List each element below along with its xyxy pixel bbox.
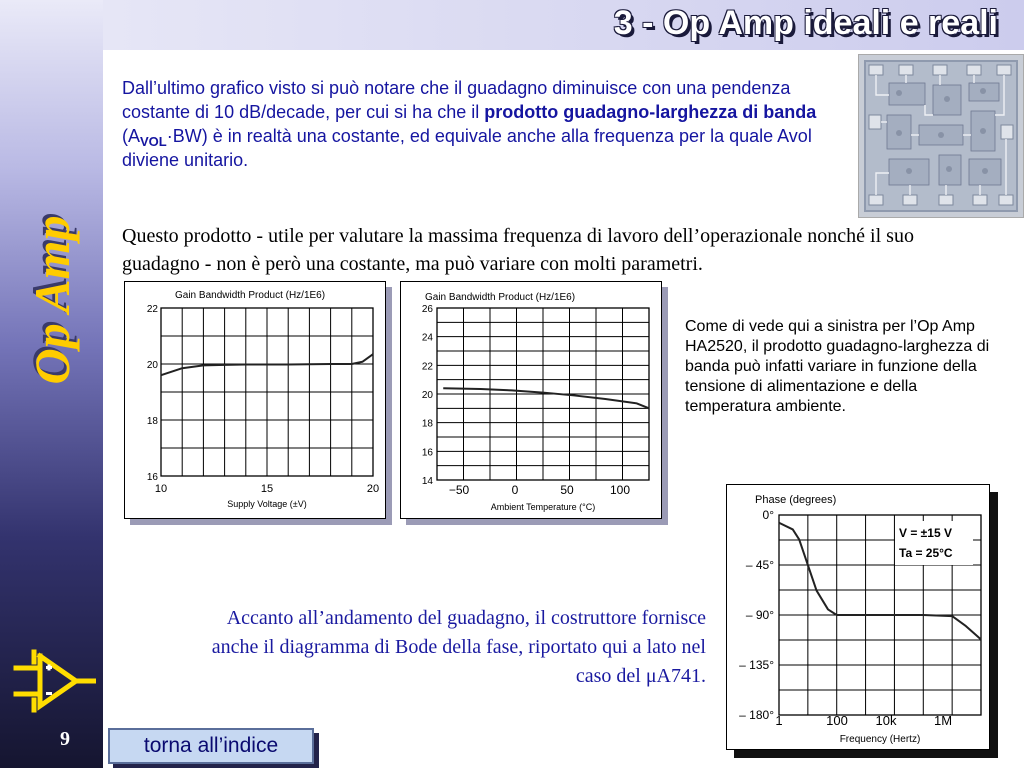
y-tick-label: – 45° [745, 558, 774, 572]
x-tick-label: 100 [826, 713, 848, 728]
para1-text-b: (A [122, 126, 140, 146]
x-tick-label: 100 [609, 483, 631, 497]
y-tick-label: 18 [146, 416, 158, 427]
y-tick-label: 26 [421, 304, 433, 315]
page-number: 9 [60, 728, 70, 750]
y-tick-label: – 180° [739, 708, 774, 722]
y-tick-label: 24 [421, 332, 433, 344]
para1-subscript: VOL [140, 134, 167, 149]
ha2520-paragraph: Come di vede qui a sinistra per l’Op Amp HA2520, il prodotto guadagno-larghezza di banda può infatti variare in funzione della tensione di alimentazione e della temperatura ambiente. [685, 318, 990, 415]
annotation-voltage: V = ±15 V [899, 526, 952, 540]
y-tick-label: 18 [421, 418, 433, 430]
x-tick-label: 1 [775, 713, 783, 728]
para1-text-a: Dall’ultimo grafico visto si può notare che il guadagno diminuisce con una pendenza costante di 10 dB/decade, per cui si ha che il [122, 78, 791, 122]
y-tick-label: 20 [146, 360, 158, 371]
x-tick-label: 10 [154, 483, 168, 495]
phase-paragraph: Accanto all’andamento del guadagno, il costruttore fornisce anche il diagramma di Bode della fase, riportato qui a lato nel caso del μA741. [211, 607, 706, 687]
gbw-vs-supply-chart [124, 281, 386, 519]
y-tick-label: 0° [762, 508, 774, 522]
y-tick-label: 16 [146, 472, 158, 483]
x-tick-label: 0 [511, 483, 519, 497]
y-tick-label: 16 [421, 447, 433, 459]
y-tick-label: 14 [421, 476, 433, 487]
x-axis-label: Frequency (Hertz) [839, 734, 921, 745]
chart-title: Gain Bandwidth Product (Hz/1E6) [175, 290, 326, 301]
chip-die-photo [858, 54, 1024, 218]
intro-paragraph [122, 76, 838, 172]
product-paragraph: Questo prodotto - utile per valutare la massima frequenza di lavoro dell’operazionale nonché il suo guadagno - non è però una costante, ma può variare con molti parametri. [122, 225, 914, 275]
x-tick-label: 10k [875, 713, 897, 728]
x-tick-label: 1M [933, 713, 953, 728]
y-tick-label: 20 [421, 390, 433, 401]
chart-title: Gain Bandwidth Product (Hz/1E6) [425, 292, 576, 303]
x-axis-label: Supply Voltage (±V) [227, 499, 307, 509]
y-tick-label: – 135° [739, 658, 774, 672]
chart-title: Phase (degrees) [755, 494, 837, 506]
sidebar-title: Op Amp [24, 215, 80, 385]
para1-bold-term: prodotto guadagno-larghezza di banda [484, 102, 817, 122]
opamp-symbol-icon [12, 648, 96, 714]
phase-bode-chart [726, 484, 990, 750]
x-tick-label: −50 [448, 483, 470, 497]
slide-title: 3 - Op Amp ideali e reali [613, 4, 998, 42]
gbw-vs-temperature-chart [400, 281, 662, 519]
y-tick-label: 22 [146, 304, 158, 315]
x-tick-label: 50 [560, 483, 574, 497]
x-tick-label: 20 [366, 483, 380, 495]
series-line [443, 388, 649, 408]
x-tick-label: 15 [260, 483, 274, 495]
y-tick-label: 22 [421, 361, 433, 373]
y-tick-label: – 90° [745, 608, 774, 622]
x-axis-label: Ambient Temperature (°C) [490, 502, 596, 512]
annotation-temperature: Ta = 25°C [899, 546, 953, 560]
para1-text-c: ·BW) è in realtà una costante, ed equivale anche alla frequenza per la quale Avol diviene unitario. [122, 126, 812, 170]
back-to-index-button[interactable]: torna all’indice [108, 728, 314, 764]
